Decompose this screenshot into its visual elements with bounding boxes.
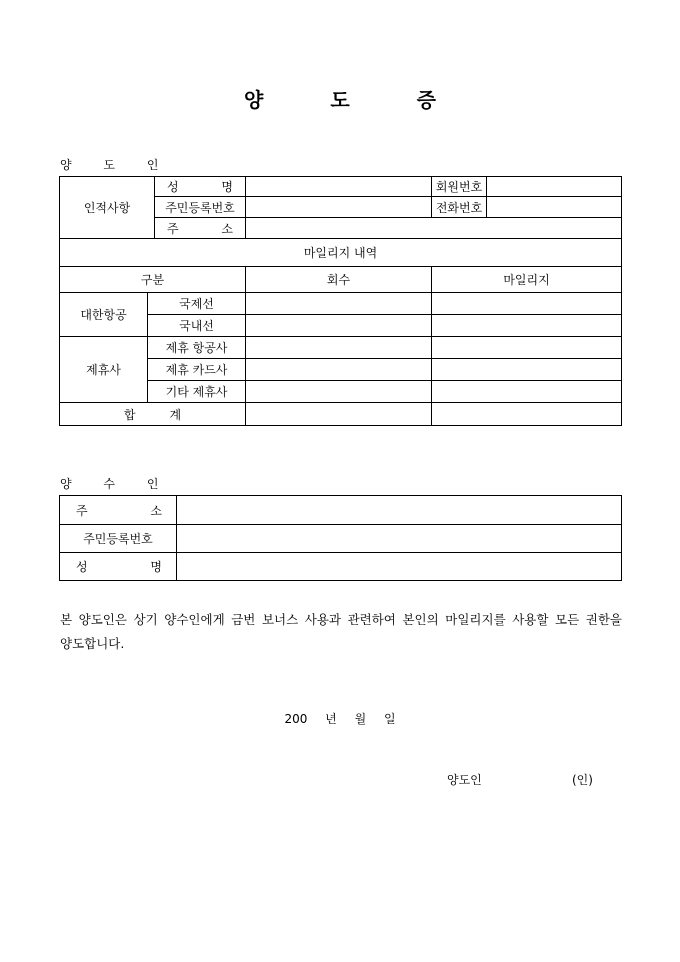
international-label: 국제선 bbox=[148, 293, 246, 315]
transferee-address-field[interactable] bbox=[177, 496, 622, 525]
name-label: 성 명 bbox=[155, 177, 246, 197]
total-count-field[interactable] bbox=[246, 403, 432, 426]
partner-airline-mileage-field[interactable] bbox=[432, 337, 622, 359]
phone-field[interactable] bbox=[487, 197, 622, 218]
partner-card-count-field[interactable] bbox=[246, 359, 432, 381]
column-mileage: 마일리지 bbox=[432, 267, 622, 293]
total-label: 합 계 bbox=[60, 403, 246, 426]
domestic-mileage-field[interactable] bbox=[432, 315, 622, 337]
seal-mark: (인) bbox=[572, 773, 593, 787]
name-field[interactable] bbox=[246, 177, 432, 197]
mileage-header: 마일리지 내역 bbox=[60, 239, 622, 267]
other-partner-label: 기타 제휴사 bbox=[148, 381, 246, 403]
partner-card-label: 제휴 카드사 bbox=[148, 359, 246, 381]
transferor-table bbox=[59, 176, 622, 426]
transferee-name-label: 성 명 bbox=[60, 553, 177, 581]
other-partner-mileage-field[interactable] bbox=[432, 381, 622, 403]
transferee-rrn-field[interactable] bbox=[177, 525, 622, 553]
transferor-section-label: 양 도 인 bbox=[60, 158, 173, 172]
transferee-rrn-label: 주민등록번호 bbox=[60, 525, 177, 553]
partner-airline-count-field[interactable] bbox=[246, 337, 432, 359]
member-no-field[interactable] bbox=[487, 177, 622, 197]
phone-label: 전화번호 bbox=[432, 197, 487, 218]
partner-card-mileage-field[interactable] bbox=[432, 359, 622, 381]
personal-info-label: 인적사항 bbox=[60, 177, 155, 239]
transferee-table bbox=[59, 495, 622, 581]
domestic-count-field[interactable] bbox=[246, 315, 432, 337]
column-count: 회수 bbox=[246, 267, 432, 293]
other-partner-count-field[interactable] bbox=[246, 381, 432, 403]
transferee-section-label: 양 수 인 bbox=[60, 477, 173, 491]
international-count-field[interactable] bbox=[246, 293, 432, 315]
domestic-label: 국내선 bbox=[148, 315, 246, 337]
date-line: 200 년 월 일 bbox=[284, 712, 396, 726]
address-field[interactable] bbox=[246, 218, 622, 239]
partner-airline-label: 제휴 항공사 bbox=[148, 337, 246, 359]
address-label: 주 소 bbox=[155, 218, 246, 239]
transfer-statement: 본 양도인은 상기 양수인에게 금번 보너스 사용과 관련하여 본인의 마일리지를 사용할 모든 권한을 양도합니다. bbox=[60, 612, 622, 651]
member-no-label: 회원번호 bbox=[432, 177, 487, 197]
transferee-address-label: 주 소 bbox=[60, 496, 177, 525]
transferee-name-field[interactable] bbox=[177, 553, 622, 581]
column-category: 구분 bbox=[60, 267, 246, 293]
rrn-label: 주민등록번호 bbox=[155, 197, 246, 218]
international-mileage-field[interactable] bbox=[432, 293, 622, 315]
rrn-field[interactable] bbox=[246, 197, 432, 218]
korean-air-label: 대한항공 bbox=[60, 293, 148, 337]
partners-label: 제휴사 bbox=[60, 337, 148, 403]
document-title: 양 도 증 bbox=[244, 88, 466, 112]
signature-label: 양도인 bbox=[447, 773, 482, 787]
total-mileage-field[interactable] bbox=[432, 403, 622, 426]
